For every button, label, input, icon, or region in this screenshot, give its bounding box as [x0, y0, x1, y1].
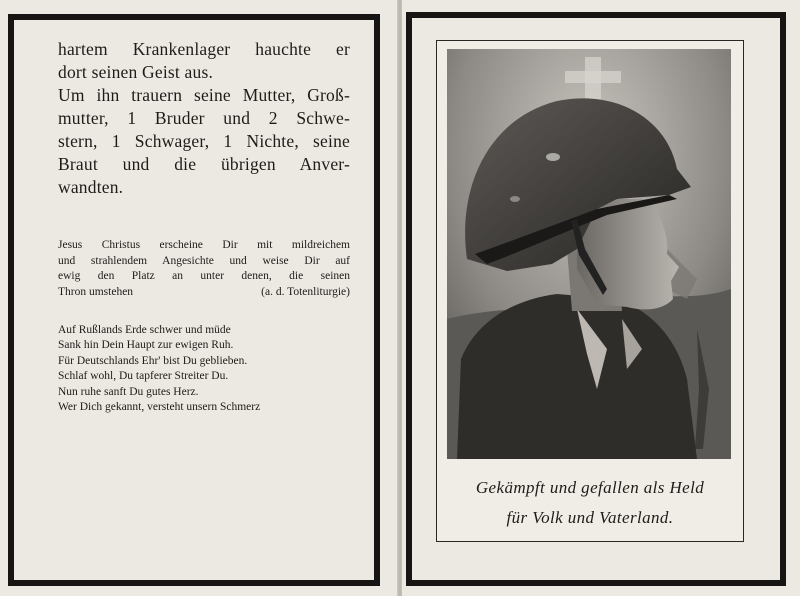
caption-line: Gekämpft und gefallen als Held — [475, 478, 705, 497]
obituary-line: hartem Krankenlager hauchte er — [58, 39, 350, 59]
prayer-text — [58, 238, 350, 300]
poem-line: Auf Rußlands Erde schwer und müde — [58, 324, 231, 336]
poem-line: Für Deutschlands Ehr' bist Du geblieben. — [58, 354, 248, 367]
soldier-portrait-illustration — [447, 49, 731, 459]
memorial-poem — [58, 323, 350, 415]
portrait-caption — [437, 473, 743, 533]
poem-line: Schlaf wohl, Du tapferer Streiter Du. — [58, 370, 229, 383]
right-page — [402, 0, 800, 596]
obituary-line: Um ihn trauern seine Mutter, Groß- — [58, 85, 350, 105]
portrait-frame — [436, 40, 744, 542]
obituary-line: wandten. — [58, 177, 124, 197]
prayer-line: ewig den Platz an unter denen, die seinen — [58, 270, 350, 283]
left-page — [0, 0, 398, 596]
poem-line: Nun ruhe sanft Du gutes Herz. — [58, 385, 199, 398]
prayer-line: und strahlendem Angesichte und weise Dir auf — [58, 254, 350, 267]
poem-line: Sank hin Dein Haupt zur ewigen Ruh. — [58, 339, 234, 352]
poem-line: Wer Dich gekannt, versteht unsern Schmerz — [58, 401, 261, 414]
obituary-line: stern, 1 Schwager, 1 Nichte, seine — [58, 131, 350, 151]
prayer-line: Thron umstehen — [58, 285, 134, 298]
prayer-line: Jesus Christus erscheine Dir mit mildreichem — [58, 239, 350, 251]
soldier-portrait — [447, 49, 731, 459]
caption-line: für Volk und Vaterland. — [506, 508, 674, 527]
obituary-line: dort seinen Geist aus. — [58, 62, 214, 82]
obituary-text — [58, 38, 350, 199]
obituary-line: Braut und die übrigen Anver- — [58, 154, 350, 174]
prayer-source: (a. d. Totenliturgie) — [261, 285, 350, 298]
obituary-line: mutter, 1 Bruder und 2 Schwe- — [58, 108, 350, 128]
prayer-source-line — [58, 285, 350, 301]
